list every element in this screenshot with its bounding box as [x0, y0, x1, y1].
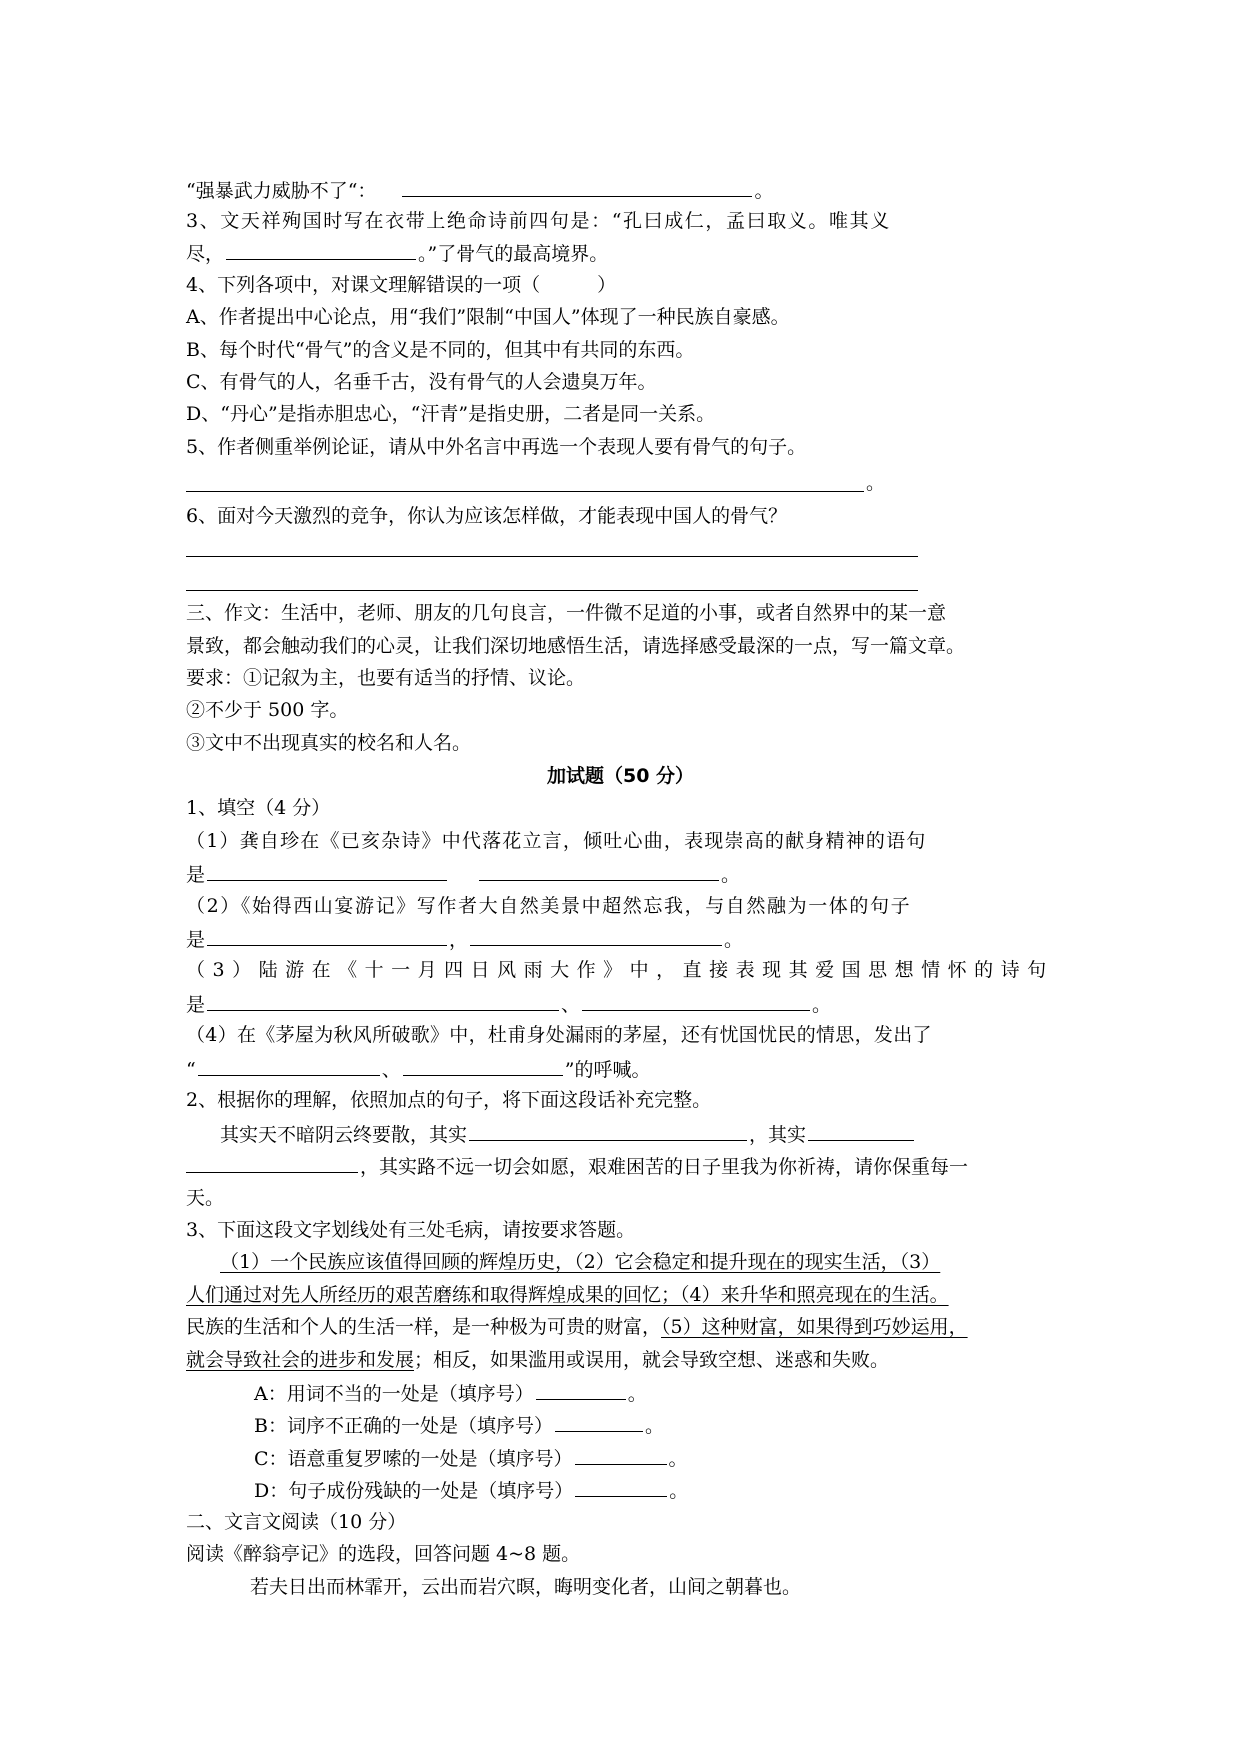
- answer-blank[interactable]: [582, 990, 810, 1011]
- answer-line[interactable]: [186, 556, 918, 557]
- fill-in-heading: 1、填空（4 分）: [186, 797, 331, 819]
- answer-blank[interactable]: [808, 1120, 914, 1141]
- answer-blank[interactable]: [403, 1055, 563, 1076]
- answer-blank[interactable]: [207, 860, 447, 881]
- answer-line[interactable]: [186, 491, 864, 492]
- fill-in-4-answer: “ 、 ”的呼喊。: [186, 1055, 650, 1083]
- composition-requirement-2: ②不少于 500 字。: [186, 699, 349, 721]
- fill-in-2: （2）《始得西山宴游记》写作者大自然美景中超然忘我，与自然融为一体的句子: [186, 895, 912, 917]
- answer-blank[interactable]: [207, 925, 447, 946]
- question-3-cont: 尽， 。”了骨气的最高境界。: [186, 239, 608, 267]
- answer-blank[interactable]: [575, 1476, 667, 1497]
- answer-blank[interactable]: [479, 860, 719, 881]
- answer-blank[interactable]: [555, 1411, 643, 1432]
- answer-blank[interactable]: [470, 925, 722, 946]
- question-2: 2、根据你的理解，依照加点的句子，将下面这段话补充完整。: [186, 1089, 712, 1111]
- classical-reading-instruction: 阅读《醉翁亭记》的选段，回答问题 4~8 题。: [186, 1543, 581, 1565]
- fill-in-1-answer: 是 。: [186, 860, 740, 888]
- classical-passage: 若夫日出而林霏开，云出而岩穴暝，晦明变化者，山间之朝暮也。: [250, 1576, 802, 1598]
- answer-blank[interactable]: [198, 1055, 380, 1076]
- answer-blank[interactable]: [402, 176, 752, 197]
- passage-underlined-2: 人们通过对先人所经历的艰苦磨练和取得辉煌成果的回忆；（4）来升华和照亮现在的生活。: [186, 1284, 949, 1306]
- composition-prompt-cont: 景致，都会触动我们的心灵，让我们深切地感悟生活，请选择感受最深的一点，写一篇文章。: [186, 635, 966, 657]
- question-5: 5、作者侧重举例论证，请从中外名言中再选一个表现人要有骨气的句子。: [186, 436, 807, 458]
- question-2-text-cont: ，其实路不远一切会如愿，艰难困苦的日子里我为你祈祷，请你保重每一: [186, 1152, 968, 1180]
- answer-blank[interactable]: [226, 239, 416, 260]
- question-2-text: 其实天不暗阴云终要散，其实 ，其实: [220, 1120, 916, 1148]
- passage-line-3: 民族的生活和个人的生活一样，是一种极为可贵的财富，（5）这种财富，如果得到巧妙运用，: [186, 1316, 968, 1338]
- question-3: 3、文天祥殉国时写在衣带上绝命诗前四句是：“孔曰成仁，孟曰取义。唯其义: [186, 210, 891, 232]
- answer-line[interactable]: [186, 590, 918, 591]
- answer-blank[interactable]: [575, 1444, 667, 1465]
- composition-prompt: 三、作文：生活中，老师、朋友的几句良言，一件微不足道的小事，或者自然界中的某一意: [186, 602, 947, 624]
- option-c: C、有骨气的人，名垂千古，没有骨气的人会遗臭万年。: [186, 371, 657, 393]
- section-title: 加试题（50 分）: [546, 765, 695, 787]
- answer-blank[interactable]: [536, 1379, 626, 1400]
- option-a: A、作者提出中心论点，用“我们”限制“中国人”体现了一种民族自豪感。: [186, 306, 790, 328]
- option-b: B、每个时代“骨气”的含义是不同的，但其中有共同的东西。: [186, 339, 695, 361]
- passage-line-4: 就会导致社会的进步和发展；相反，如果滥用或误用，就会导致空想、迷惑和失败。: [186, 1349, 890, 1371]
- composition-requirement-1: 要求：①记叙为主，也要有适当的抒情、议论。: [186, 667, 586, 689]
- answer-blank[interactable]: [469, 1120, 747, 1141]
- line-end-period: 。: [866, 472, 886, 494]
- passage-underlined-1: （1）一个民族应该值得回顾的辉煌历史，（2）它会稳定和提升现在的现实生活，（3）: [220, 1251, 941, 1273]
- answer-blank[interactable]: [186, 1152, 358, 1173]
- question-4: 4、下列各项中，对课文理解错误的一项（ ）: [186, 274, 617, 296]
- fill-in-1: （1）龚自珍在《已亥杂诗》中代落花立言，倾吐心曲，表现崇高的献身精神的语句: [186, 830, 927, 852]
- sub-question-d: D：句子成份残缺的一处是（填序号） 。: [254, 1476, 688, 1504]
- answer-blank[interactable]: [207, 990, 559, 1011]
- question-6: 6、面对今天激烈的竞争，你认为应该怎样做，才能表现中国人的骨气？: [186, 505, 788, 527]
- composition-requirement-3: ③文中不出现真实的校名和人名。: [186, 732, 472, 754]
- sub-question-c: C：语意重复罗嗦的一处是（填序号） 。: [254, 1444, 688, 1472]
- fill-in-3: （3）陆游在《十一月四日风雨大作》中，直接表现其爱国思想情怀的诗句: [186, 959, 1054, 981]
- classical-reading-heading: 二、文言文阅读（10 分）: [186, 1511, 407, 1533]
- fill-in-3-answer: 是 、 。: [186, 990, 831, 1018]
- sub-question-a: A：用词不当的一处是（填序号） 。: [254, 1379, 647, 1407]
- question-2-text-end: 天。: [186, 1187, 225, 1209]
- line-1: “强暴武力威胁不了“： 。: [186, 176, 773, 204]
- fill-in-2-answer: 是 ， 。: [186, 925, 743, 953]
- question-3-editing: 3、下面这段文字划线处有三处毛病，请按要求答题。: [186, 1219, 636, 1241]
- option-d: D、“丹心”是指赤胆忠心，“汗青”是指史册，二者是同一关系。: [186, 403, 716, 425]
- fill-in-4: （4）在《茅屋为秋风所破歌》中，杜甫身处漏雨的茅屋，还有忧国忧民的情思，发出了: [186, 1024, 932, 1046]
- sub-question-b: B：词序不正确的一处是（填序号） 。: [254, 1411, 664, 1439]
